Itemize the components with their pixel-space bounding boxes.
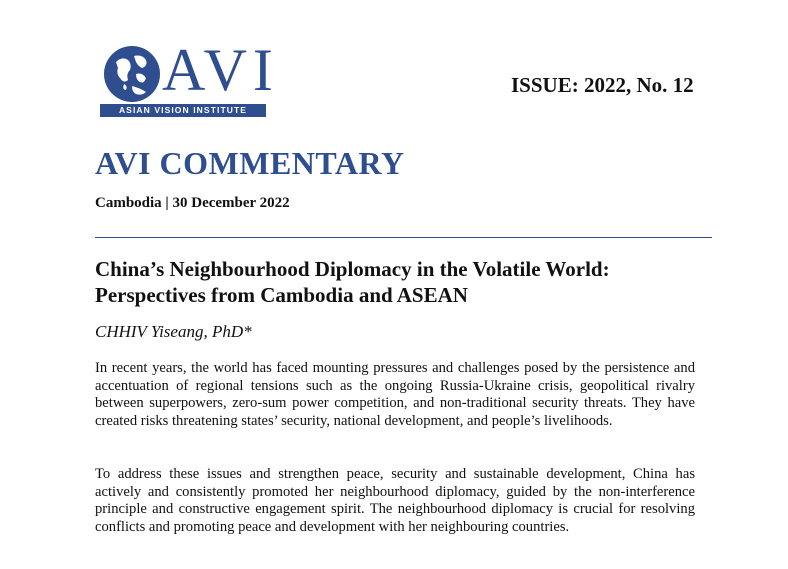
article-title-line-1: China’s Neighbourhood Diplomacy in the Volatile World: — [95, 257, 610, 281]
author-name: CHHIV Yiseang, PhD* — [95, 322, 252, 341]
paragraph: To address these issues and strengthen peace, security and sustainable development, China has actively and consistently promoted her neighbourhood diplomacy, guided by the non-interference principle and constructive engagement spirit. The neighbourhood diplomacy is crucial for resolving conflicts and promoting peace and development with her neighbouring countries. — [95, 466, 695, 535]
article-title — [95, 256, 715, 308]
divider — [95, 237, 712, 238]
logo-wordmark: AVI — [162, 37, 279, 103]
paragraph: In recent years, the world has faced mounting pressures and challenges posed by the persistence and accentuation of regional tensions such as the ongoing Russia-Ukraine crisis, geopolitical rivalry between superpowers, zero-sum power competition, and non-traditional security threats. They have created risks threatening states’ security, national development, and people’s livelihoods. — [95, 360, 695, 429]
logo-subtitle: ASIAN VISION INSTITUTE — [100, 104, 266, 117]
article-title-line-2: Perspectives from Cambodia and ASEAN — [95, 283, 468, 307]
dateline: Cambodia | 30 December 2022 — [95, 195, 290, 211]
series-title: AVI COMMENTARY — [95, 145, 405, 181]
globe-icon — [102, 44, 162, 104]
issue-number: ISSUE: 2022, No. 12 — [511, 73, 694, 97]
avi-logo — [100, 37, 279, 118]
